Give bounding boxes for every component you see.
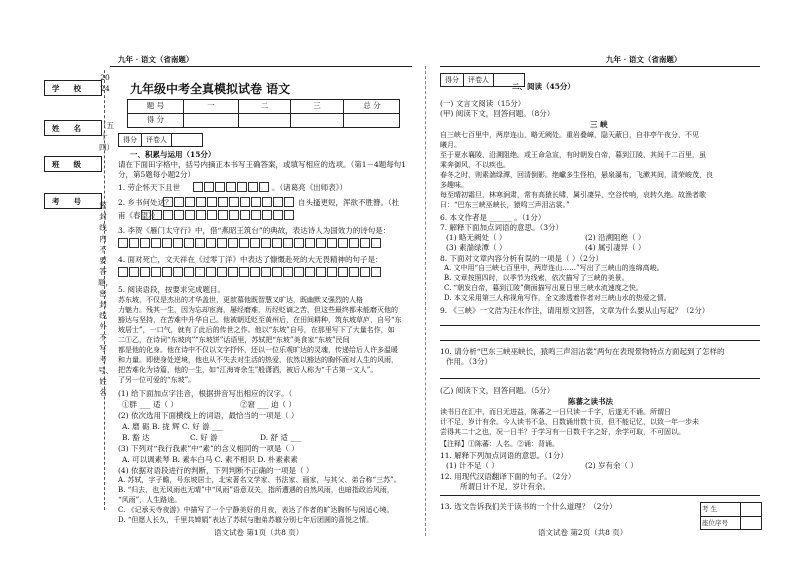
page-title: 九年级中考全真模拟试卷 语文 — [130, 82, 291, 96]
q10: 10. 请分析“巴东三峡巫峡长，猿鸣三声泪沾裳”两句在表现景物特点方面起到了怎样的 — [440, 347, 725, 356]
right-header-subject: 九年 · 语文（省南题） — [606, 55, 682, 64]
q5-1b[interactable]: ②窘 ___ 迫（ ） — [240, 400, 296, 409]
q9: 9. 《三峡》一文浩为汪水作注，请用原文回答，文章为什么要从山写起？（2分） — [440, 306, 710, 315]
q5-1a[interactable]: ①胖 ___ 适（ ） — [122, 400, 178, 409]
q13: 13. 选文告诉我们关于读书的一个什么道理？（2分） — [440, 502, 617, 511]
intro-line1: 请在下面田字格中，括号内摘正本书写王确答案，或填写相应的选项。（第1－4题每句1 — [118, 160, 407, 169]
q2-source-tail: 甫《春望》） — [118, 211, 160, 220]
q5-1: (1) 给下面加点字注音，根据拼音写出相应的汉字。（ — [118, 389, 293, 398]
q5-2b[interactable]: B. 豁 达 — [122, 433, 150, 442]
q5-4b[interactable]: B. “归去，也无风雨也无晴”中“风雨”语意双关，指所遭遇的自然风雨，也暗指政治风雨， — [118, 486, 394, 494]
code-vertical: （五十四） — [99, 121, 114, 152]
q8-a[interactable]: A. 文中用“自三峡七百里中，两岸连山……”写出了三峡山的连绵高峻。 — [444, 264, 664, 272]
q2-text: 2. 乡书何处达？ — [118, 198, 173, 207]
q1-source: 。（诸葛亮《出师表》） — [272, 183, 347, 192]
score-header-2: 二 — [260, 101, 269, 110]
seal-notice: 密封线内不要答题，密封线外不写考号、姓名 — [98, 201, 113, 397]
q7-1[interactable]: (1) 略无阙处（ ） — [446, 233, 507, 242]
exam-number-label: 考号 — [52, 197, 95, 206]
section2-heading: 二、阅读（45分） — [512, 82, 575, 91]
school-label: 学校 — [52, 84, 95, 93]
q1-text: 1. 劳企怀天下且世 — [118, 183, 181, 192]
score-header-1: 一 — [207, 101, 215, 110]
q5-4d[interactable]: D. “但愿人长久，千里共婵娟”表达了苏轼与胞弟苏辙分别七年后团圆的喜悦之情。 — [118, 516, 373, 524]
q9-answer-line-2[interactable] — [440, 340, 760, 341]
part-b-heading: (乙) 阅读下文，回答问题。（5分） — [440, 386, 555, 395]
part-a-heading: (一) 文言文阅读（15分） — [440, 99, 526, 108]
score-header-total: 总 分 — [363, 101, 381, 110]
q12-answer-line[interactable] — [440, 495, 760, 496]
q4-grid[interactable] — [118, 267, 382, 277]
q11: 11. 解释下列加点词语的意思。（1分） — [440, 451, 568, 460]
part-b-title: 陈蕃之读书法 — [568, 397, 613, 406]
q2-grid[interactable] — [163, 197, 295, 207]
q12: 12. 用现代汉语翻译下面的句子。（2分） — [440, 472, 576, 481]
q5-2a[interactable]: A. 磨 砺 B. 拢 辉 C. 好 游 ___ — [122, 422, 224, 431]
scorer-score-label: 得分 — [119, 134, 142, 146]
footnote: 【注释】①陈蕃：人名。②诵：背诵。 — [440, 440, 559, 448]
q7: 7. 解释下面加点词语的意思。（3分） — [440, 223, 564, 232]
right-header-rule — [440, 66, 760, 67]
q5-2d[interactable]: D. 舒 适 ___ — [260, 433, 302, 442]
q7-2[interactable]: (2) 沿溯阻绝（ ） — [585, 233, 646, 242]
q8-b[interactable]: B. 文章按照四时，以季节为线索，依次描写了三峡的美景。 — [444, 274, 629, 282]
q7-4[interactable]: (4) 属引凄异（ ） — [585, 243, 646, 252]
q11-b[interactable]: (2) 岁有余（ ） — [585, 461, 638, 470]
seat-label-1: 考 生 — [702, 505, 718, 513]
q5-2c[interactable]: C. 好 游 — [190, 433, 218, 442]
page-divider — [425, 66, 426, 536]
q9-answer-line[interactable] — [440, 325, 760, 326]
left-header-subject: 九年 · 语文（省南题） — [118, 55, 194, 64]
part-a1-heading: (甲) 阅读下文，回答问题。（8分） — [440, 109, 555, 118]
q10-cont: 作用。（3分） — [446, 357, 493, 366]
name-label: 姓名 — [52, 124, 95, 133]
q8-d[interactable]: D. 本文采用第三人称视角写作，全文渗透着作者对三峡山水的热爱之情。 — [444, 294, 671, 302]
q7-3[interactable]: (3) 素湍绿潭（ ） — [446, 243, 507, 252]
q3-text: 3. 李贺《雁门太守行》中，借“燕昭王筑台”的典故，表达诗人为国效力的诗句是： — [118, 226, 391, 235]
left-scorer-box — [118, 133, 203, 147]
q3-grid[interactable] — [118, 238, 382, 248]
score-row-label: 得 分 — [146, 115, 165, 124]
scorer-person-label: 评卷人 — [142, 134, 172, 146]
q5-2: (2) 依次选用下面横线上的词语，最恰当的一项是（ ） — [118, 411, 299, 420]
intro-line2: 分，第5题每小题2分） — [118, 170, 196, 179]
year-vertical: 2024 — [100, 73, 110, 93]
q12-sentence: 所谓日计不足，岁计有余。 — [460, 482, 550, 491]
q2-grid-b[interactable] — [141, 210, 295, 220]
q5-4a[interactable]: A. 苏轼，字子瞻，号东坡居士，北宋著名文学家、书法家、画家，与其父、弟合称“三苏”。 — [118, 476, 401, 484]
class-label: 班级 — [52, 160, 95, 169]
seat-label-2: 座位序号 — [702, 519, 728, 527]
q1-grid[interactable] — [193, 182, 270, 192]
score-header-label: 题 号 — [146, 101, 165, 110]
q5-4c[interactable]: C. 《记承天寺夜游》中描写了一个宁静美好的月夜，表达了作者的旷达胸怀与闲适心境。 — [118, 506, 394, 514]
right-footer: 语文试卷 第2页（共8 页） — [538, 528, 628, 537]
q8-c[interactable]: C. “朝发白帝，暮到江陵”侧面描写出夏日里三峡水流速度之快。 — [444, 284, 643, 292]
q5-3-options[interactable]: A. 可以调素琴 B. 素车白马 C. 素不相识 D. 朴素素素 — [122, 455, 298, 464]
scorer-score-label-right: 得分 — [441, 74, 464, 86]
q5-4b-cont: “风雨”，人生路途。 — [118, 496, 182, 504]
q6[interactable]: 6. 本文作者是 ______ 。（1分） — [440, 213, 546, 222]
q2-source: 自头搔更短，浑欲不胜簪。（杜 — [298, 198, 400, 207]
q8: 8. 下面对文章内容分析有误的一项是（ ）（2分） — [440, 254, 603, 263]
q5-text: 5. 阅读语段，按要求完成题目。 — [118, 285, 226, 294]
q10-answer-line[interactable] — [440, 378, 760, 379]
q4-text: 4. 面对死亡，文天祥在《过零丁洋》中表达了慷慨赴死的大无畏精神的句子是： — [118, 255, 383, 264]
left-footer: 语文试卷 第1页（共8 页） — [214, 528, 304, 537]
left-header-rule — [110, 66, 412, 67]
section1-heading: 一、积累与运用（15分） — [130, 150, 216, 159]
scorer-person-label-right: 评卷人 — [464, 74, 494, 86]
q5-3: (3) 下列对“我行我素”中“素”的含义相同的一项是（ ） — [118, 444, 299, 453]
q11-a[interactable]: (1) 计不足（ ） — [446, 461, 499, 470]
score-header-3: 三 — [313, 101, 321, 110]
q5-4: (4) 依据对语段进行的判断，下列判断不正确的一项是（ ） — [118, 466, 314, 475]
passage-title: 三 峡 — [590, 120, 608, 129]
